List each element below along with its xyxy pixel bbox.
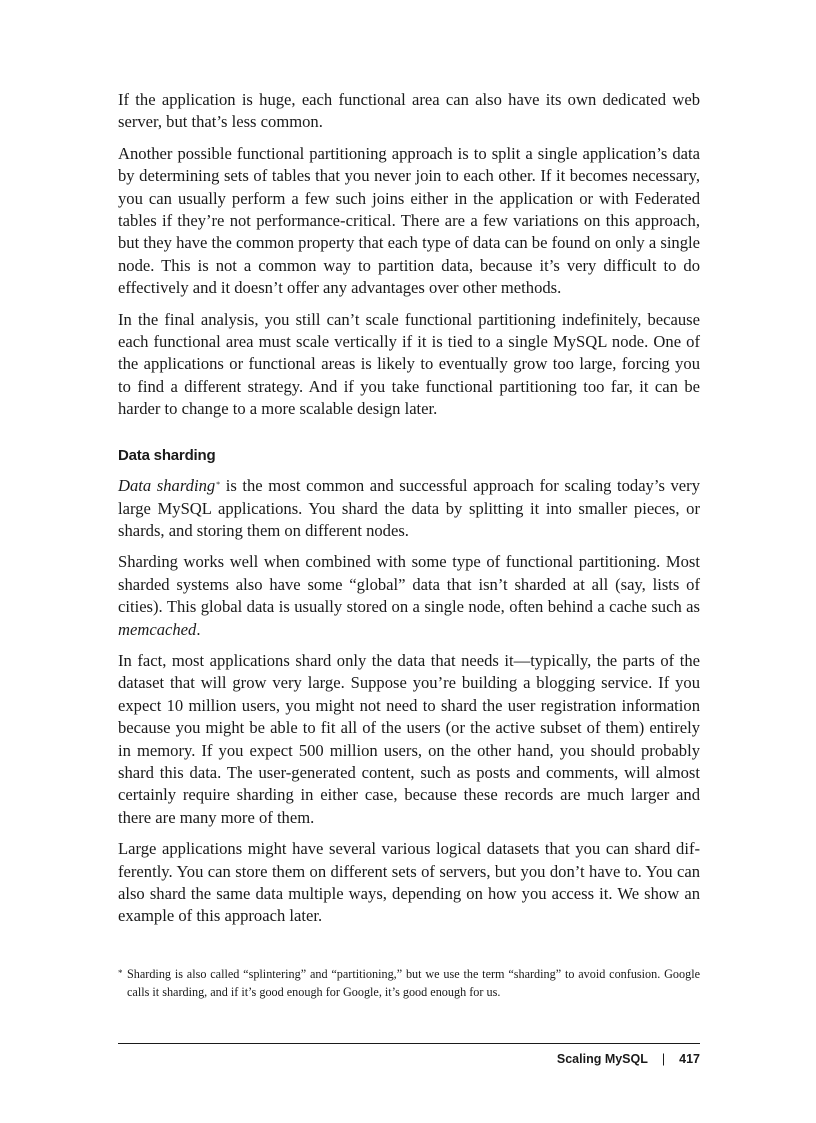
page-footer — [118, 1050, 700, 1068]
paragraph-blogging-example: In fact, most applications shard only the data that needs it—typically, the parts of the dataset that will grow very large. Suppose you’re building a blogging service. If you expect 10 million users, you might not need to shard the user registration information because you might be able to fit all of the users (or the active subset of them) entirely in memory. If you expect 500 million users, on the other hand, you should probably shard this data. The user-generated content, such as posts and comments, will almost certainly require sharding in either case, because these records are much larger and there are many more of them. — [118, 650, 700, 827]
paragraph-sharding-intro — [118, 475, 700, 542]
page-number: 417 — [679, 1052, 700, 1066]
term-memcached: memcached — [118, 619, 197, 639]
term-data-sharding: Data sharding — [118, 476, 216, 496]
paragraph-split-tables: Another possible functional partitioning approach is to split a single application’s data by determining sets of tables that you never join to each other. If it becomes necessary, you can usually perform a few such joins either in the application or with Federated tables if they’re not performance-critical. There are a few variations on this approach, but they have the common property that each type of data can be found on only a single node. This is not a common way to partition data, because it’s very difficult to do effectively and it doesn’t offer any advantages over other methods. — [118, 143, 700, 298]
paragraph-dedicated-web-server: If the application is huge, each functional area can also have its own dedicated web server, but that’s less common. — [118, 90, 700, 132]
global-data-text: Sharding works well when combined with some type of functional partitioning. Most sharded systems also have some “global” data that isn’t sharded at all (say, lists of cities). This global data is usually stored on a single node, often behind a cache such as — [118, 552, 700, 617]
section-heading-data-sharding: Data sharding — [118, 446, 216, 464]
paragraph-logical-datasets: Large applications might have several various logical datasets that you can shard differently. You can store them on different sets of servers, but you don’t have to. You can also shard the same data multiple ways, depending on how you access it. We show an example of this approach later. — [118, 839, 700, 926]
body-text — [118, 89, 700, 928]
footnote-text: Sharding is also called “splintering” and “partitioning,” but we use the term “sharding” to avoid confusion. Google calls it sharding, and if it’s good enough for Google, it’s good enough for us. — [127, 967, 700, 999]
footnote-reference[interactable]: * — [216, 480, 221, 490]
footnote — [118, 966, 700, 1001]
footer-rule — [118, 1043, 700, 1044]
running-title: Scaling MySQL — [556, 1052, 648, 1066]
footer-separator: | — [661, 1052, 666, 1066]
sharding-intro-text: is the most common and successful approach for scaling today’s very large MySQL applications. You shard the data by splitting it into smaller pieces, or shards, and storing them on different nodes. — [118, 476, 700, 540]
paragraph-final-analysis: In the final analysis, you still can’t scale functional partitioning indefinitely, because each functional area must scale vertically if it is tied to a single MySQL node. One of the applications or functional areas is likely to eventually grow too large, forcing you to find a different strategy. And if you take functional partitioning too far, it can be harder to change to a more scalable design later. — [118, 309, 700, 419]
period: . — [196, 619, 201, 639]
paragraph-functional-partitioning-combo — [118, 551, 700, 641]
footnote-marker: * — [118, 968, 123, 978]
